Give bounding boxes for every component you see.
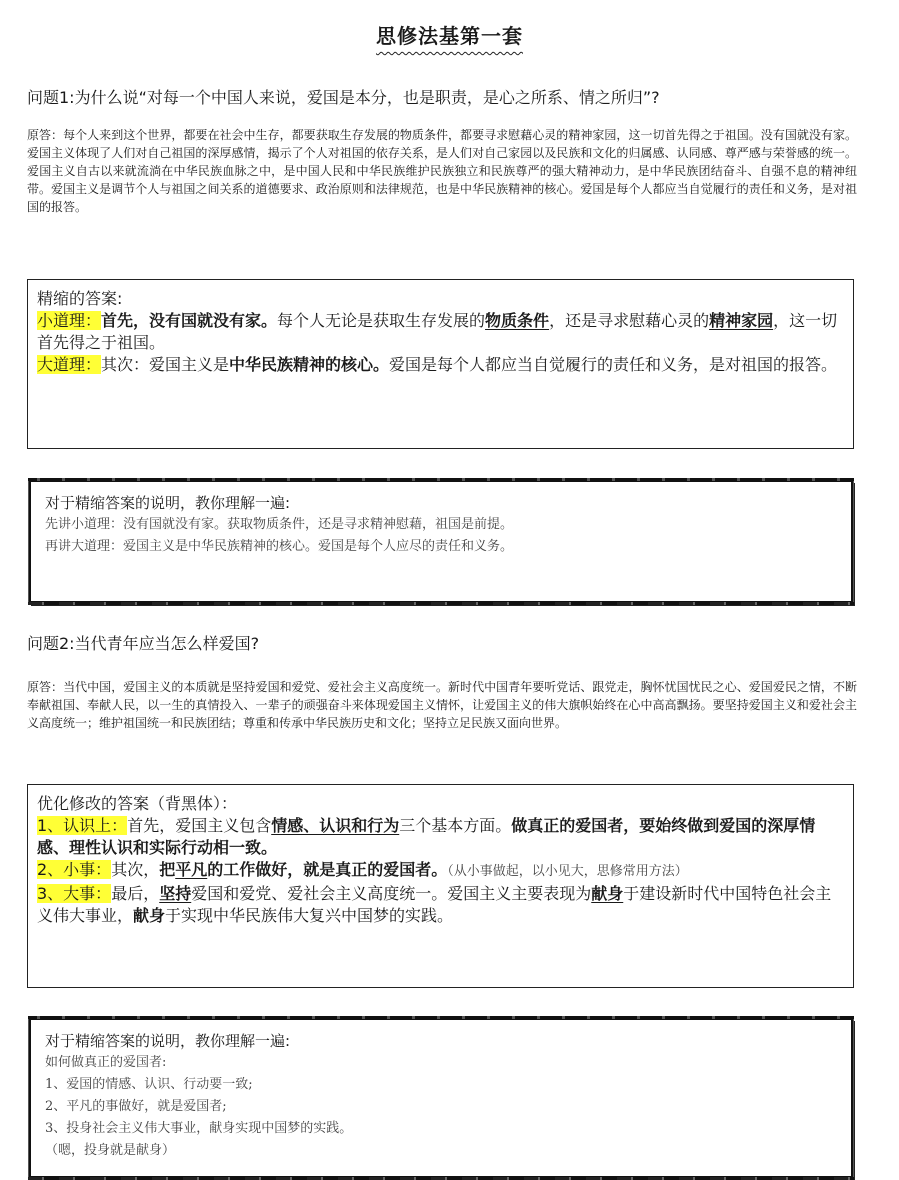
document-title — [0, 20, 899, 49]
small-reason-bold: 首先，没有国就没有家。 — [101, 311, 278, 330]
point-2-bold-2: 的工作做好，就是真正的爱国者。 — [207, 860, 448, 879]
explanation-line: 再讲大道理：爱国主义是中华民族精神的核心。爱国是每个人应尽的责任和义务。 — [45, 539, 514, 554]
point-1-key: 情感、认识和行为 — [271, 816, 400, 835]
question-2: 问题2:当代青年应当怎么样爱国? — [27, 634, 260, 653]
point-3-text-3: 于建设新时代中国特色社会主义伟大事业， — [37, 884, 832, 925]
point-3-text-4: 于实现中华民族伟大复兴中国梦的实践。 — [165, 906, 454, 925]
concise-big-reason — [37, 354, 844, 376]
point-3-label: 3、大事： — [37, 884, 112, 903]
point-2-bold: 把 — [159, 860, 176, 879]
concise-answer-heading: 精缩的答案: — [37, 289, 123, 308]
document-title-text: 思修法基第一套 — [376, 24, 523, 48]
small-reason-label: 小道理： — [37, 311, 102, 330]
explanation-line: 2、平凡的事做好，就是爱国者; — [45, 1099, 227, 1114]
question-2-explanation-box — [29, 1018, 853, 1178]
point-1-bold: 做真正的爱国者，要始终做到爱国的深厚情感、理性认识和实际行动相一致。 — [37, 816, 816, 857]
point-2-key: 平凡 — [175, 860, 208, 879]
point-1-label: 1、认识上： — [37, 816, 128, 835]
point-2-text: 其次， — [111, 860, 160, 879]
optimized-point-3 — [37, 883, 844, 927]
big-reason-text: 其次：爱国主义是 — [101, 355, 230, 374]
question-1-original-answer: 原答：每个人来到这个世界，都要在社会中生存，都要获取生存发展的物质条件，都要寻求慰藉心灵的精神家园，这一切首先得之于祖国。没有国就没有家。爱国主义体现了人们对自己祖国的深厚感情，揭示了个人对祖国的依存关系，是人们对自己家园以及民族和文化的归属感、认同感、尊严感与荣誉感的统一。爱国主义自古以来就流淌在中华民族血脉之中，是中国人民和中华民族维护民族独立和民族尊严的强大精神动力，是中华民族团结奋斗、自强不息的精神纽带。爱国主义是调节个人与祖国之间关系的道德要求、政治原则和法律规范，也是中华民族精神的核心。爱国是每个人都应当自觉履行的责任和义务，是对祖国的报答。 — [27, 128, 857, 214]
point-3-key-1: 坚持 — [159, 884, 192, 903]
optimized-answer-heading: 优化修改的答案（背黑体）： — [37, 794, 238, 813]
question-1: 问题1:为什么说“对每一个中国人来说，爱国是本分，也是职责，是心之所系、情之所归”? — [27, 88, 660, 107]
point-3-text: 最后， — [111, 884, 160, 903]
big-reason-text-2: 爱国是每个人都应当自觉履行的责任和义务，是对祖国的报答。 — [389, 355, 838, 374]
point-3-key-2: 献身 — [591, 884, 624, 903]
optimized-point-2 — [37, 859, 844, 883]
explanation-line: 先讲小道理：没有国就没有家。获取物质条件，还是寻求精神慰藉，祖国是前提。 — [45, 517, 514, 532]
explanation-heading: 对于精缩答案的说明，教你理解一遍: — [45, 1032, 291, 1050]
explanation-heading: 对于精缩答案的说明，教你理解一遍: — [45, 494, 291, 512]
big-reason-label: 大道理： — [37, 355, 102, 374]
small-reason-text: 每个人无论是获取生存发展的 — [277, 311, 486, 330]
question-1-explanation-box — [29, 480, 853, 603]
explanation-line: 如何做真正的爱国者: — [45, 1055, 167, 1070]
optimized-point-1 — [37, 815, 844, 859]
question-2-original-answer: 原答：当代中国，爱国主义的本质就是坚持爱国和爱党、爱社会主义高度统一。新时代中国青年要听党话、跟党走，胸怀忧国忧民之心、爱国爱民之情，不断奉献祖国、奉献人民，以一生的真情投入、一辈子的顽强奋斗来体现爱国主义情怀，让爱国主义的伟大旗帜始终在心中高高飘扬。要坚持爱国主义和爱社会主义高度统一；维护祖国统一和民族团结；尊重和传承中华民族历史和文化；坚持立足民族又面向世界。 — [27, 680, 857, 730]
concise-small-reason — [37, 310, 844, 354]
explanation-line: 3、投身社会主义伟大事业，献身实现中国梦的实践。 — [45, 1121, 353, 1136]
point-1-text-2: 三个基本方面。 — [399, 816, 512, 835]
point-1-text: 首先，爱国主义包含 — [127, 816, 272, 835]
explanation-line: （嗯，投身就是献身） — [45, 1143, 176, 1158]
small-reason-key-1: 物质条件 — [485, 311, 550, 330]
point-3-text-2: 爱国和爱党、爱社会主义高度统一。爱国主义主要表现为 — [191, 884, 592, 903]
small-reason-key-2: 精神家园 — [709, 311, 774, 330]
point-3-bold: 献身 — [133, 906, 166, 925]
question-1-concise-answer-box — [27, 279, 854, 449]
small-reason-text-3: ，这一切首先得之于祖国。 — [37, 311, 838, 352]
question-2-optimized-answer-box — [27, 784, 854, 988]
big-reason-bold: 中华民族精神的核心。 — [229, 355, 390, 374]
point-2-note: （从小事做起，以小见大，思修常用方法） — [447, 864, 688, 879]
point-2-label: 2、小事： — [37, 860, 112, 879]
small-reason-text-2: ，还是寻求慰藉心灵的 — [549, 311, 710, 330]
explanation-line: 1、爱国的情感、认识、行动要一致; — [45, 1077, 253, 1092]
